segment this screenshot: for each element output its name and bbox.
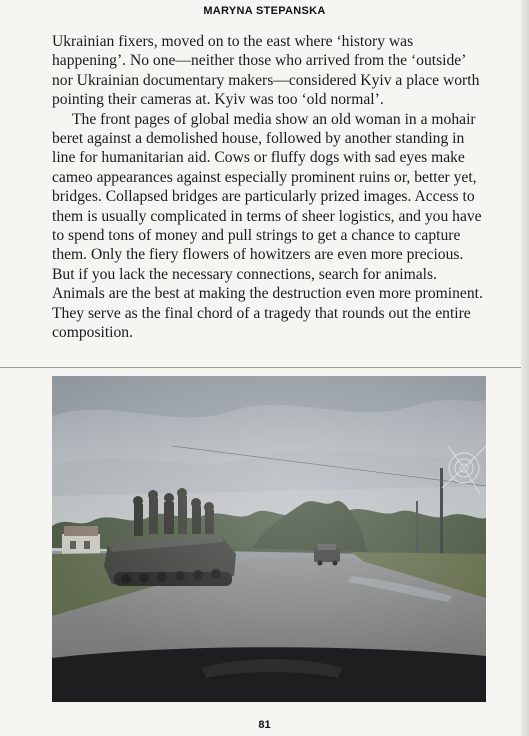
page-number: 81 xyxy=(258,719,271,731)
paragraph-1: Ukrainian fixers, moved on to the east where ‘history was happening’. No one—neither those who arrived from the ‘outside’ nor Ukrainian documentary makers—considered Kyiv a place worth pointing their cameras at. Kyiv was too ‘old normal’. xyxy=(52,33,480,109)
section-divider xyxy=(0,367,521,368)
page-edge xyxy=(521,0,529,736)
photograph-armored-vehicle-on-road xyxy=(52,376,486,702)
running-head-author: MARYNA STEPANSKA xyxy=(203,5,326,17)
dashboard xyxy=(52,647,486,702)
body-text xyxy=(52,32,488,343)
paragraph-2: The front pages of global media show an old woman in a mohair beret against a demolished house, followed by another standing in line for humanitarian aid. Cows or fluffy dogs with sad eyes make cameo appearances against especially prominent ruins or, better yet, bridges. Collapsed bridges are particularly prized images. Access to them is usually complicated in terms of sheer logistics, and you have to spend tons of money and pull strings to get a chance to capture them. Only the fiery flowers of howitzers are even more precious. But if you lack the necessary connections, search for animals. Animals are the best at making the destruction even more prominent. They serve as the final chord of a tragedy that rounds out the entire composition. xyxy=(52,110,483,342)
